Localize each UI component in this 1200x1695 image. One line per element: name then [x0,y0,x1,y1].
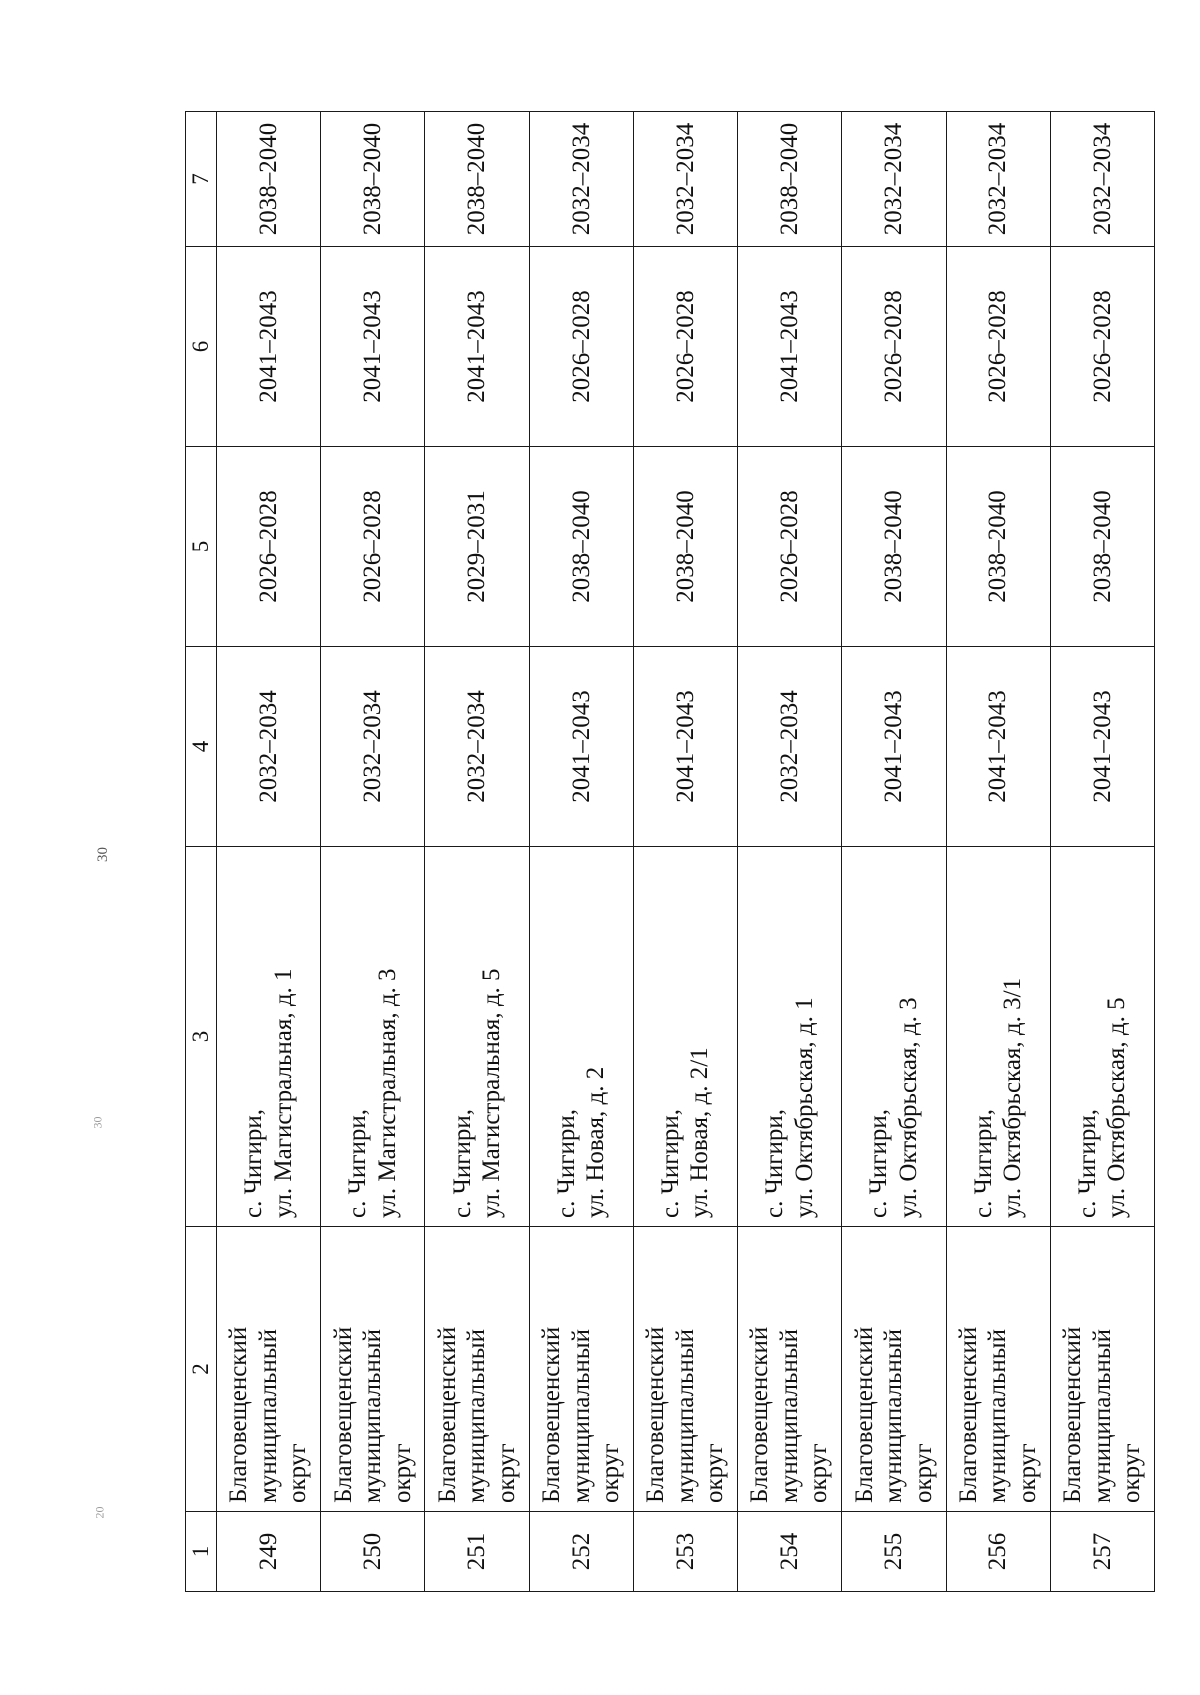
district-line: округ [909,1443,937,1503]
row-number: 250 [321,1512,425,1592]
district-cell [842,1227,946,1512]
period-cell-col5: 2038–2040 [529,447,633,647]
district-cell [425,1227,529,1512]
period-cell-col7: 2032–2034 [842,112,946,247]
table-row [425,112,529,1592]
table-row [946,112,1050,1592]
table-row [321,112,425,1592]
district-cell [946,1227,1050,1512]
period-cell-col7: 2032–2034 [633,112,737,247]
row-number: 257 [1050,1512,1154,1592]
period-cell-col7: 2038–2040 [425,112,529,247]
address-line: с. Чигири, [240,1109,268,1218]
district-line: округ [388,1443,416,1503]
district-line: Благовещенский [850,1326,878,1503]
row-number: 252 [529,1512,633,1592]
period-cell-col6: 2026–2028 [529,247,633,447]
district-line: округ [284,1443,312,1503]
district-line: округ [492,1443,520,1503]
address-cell [321,847,425,1227]
period-cell-col5: 2038–2040 [842,447,946,647]
address-cell [946,847,1050,1227]
district-line: округ [1118,1443,1146,1503]
period-cell-col4: 2041–2043 [1050,647,1154,847]
address-line: ул. Новая, д. 2 [582,1066,610,1218]
period-cell-col7: 2038–2040 [321,112,425,247]
district-line: Благовещенский [1059,1326,1087,1503]
period-cell-col5: 2038–2040 [1050,447,1154,647]
address-line: с. Чигири, [865,1109,893,1218]
rotated-table-wrapper [185,112,1155,1592]
column-number-1: 1 [186,1512,217,1592]
district-cell [321,1227,425,1512]
period-cell-col4: 2041–2043 [946,647,1050,847]
period-cell-col7: 2032–2034 [1050,112,1154,247]
address-line: ул. Новая, д. 2/1 [686,1047,714,1218]
period-cell-col6: 2026–2028 [1050,247,1154,447]
address-line: ул. Магистральная, д. 3 [373,968,401,1218]
district-cell [633,1227,737,1512]
address-line: с. Чигири, [761,1109,789,1218]
district-line: муниципальный [463,1329,491,1503]
row-number: 254 [738,1512,842,1592]
district-cell [738,1227,842,1512]
district-line: муниципальный [359,1329,387,1503]
address-line: с. Чигири, [1073,1109,1101,1218]
table-row [1050,112,1154,1592]
schedule-table [185,111,1155,1592]
row-number: 249 [217,1512,321,1592]
district-line: округ [597,1443,625,1503]
district-line: Благовещенский [642,1326,670,1503]
table-row [529,112,633,1592]
district-cell [1050,1227,1154,1512]
column-number-4: 4 [186,647,217,847]
address-line: с. Чигири, [656,1109,684,1218]
address-line: с. Чигири, [969,1109,997,1218]
address-cell [842,847,946,1227]
district-line: муниципальный [984,1329,1012,1503]
district-cell [529,1227,633,1512]
address-cell [529,847,633,1227]
period-cell-col6: 2041–2043 [321,247,425,447]
address-line: с. Чигири, [448,1109,476,1218]
column-number-row [186,112,217,1592]
district-line: муниципальный [880,1329,908,1503]
address-line: ул. Октябрьская, д. 3 [894,997,922,1218]
address-line: ул. Магистральная, д. 5 [478,968,506,1218]
address-line: с. Чигири, [344,1109,372,1218]
district-line: Благовещенский [538,1326,566,1503]
scan-mark: 30 [90,1116,105,1129]
district-line: Благовещенский [433,1326,461,1503]
period-cell-col4: 2041–2043 [842,647,946,847]
address-line: ул. Октябрьская, д. 5 [1103,997,1131,1218]
address-cell [217,847,321,1227]
district-line: Благовещенский [954,1326,982,1503]
period-cell-col5: 2026–2028 [321,447,425,647]
district-line: Благовещенский [746,1326,774,1503]
period-cell-col6: 2041–2043 [425,247,529,447]
column-number-3: 3 [186,847,217,1227]
district-line: муниципальный [254,1329,282,1503]
period-cell-col6: 2041–2043 [738,247,842,447]
period-cell-col5: 2038–2040 [633,447,737,647]
period-cell-col5: 2029–2031 [425,447,529,647]
address-line: ул. Магистральная, д. 1 [269,968,297,1218]
table-row [738,112,842,1592]
address-cell [1050,847,1154,1227]
column-number-7: 7 [186,112,217,247]
period-cell-col7: 2032–2034 [529,112,633,247]
period-cell-col4: 2032–2034 [321,647,425,847]
period-cell-col5: 2026–2028 [738,447,842,647]
district-line: округ [805,1443,833,1503]
address-line: с. Чигири, [552,1109,580,1218]
district-cell [217,1227,321,1512]
row-number: 253 [633,1512,737,1592]
row-number: 251 [425,1512,529,1592]
district-line: Благовещенский [329,1326,357,1503]
row-number: 256 [946,1512,1050,1592]
district-line: округ [1013,1443,1041,1503]
district-line: Благовещенский [225,1326,253,1503]
period-cell-col4: 2041–2043 [633,647,737,847]
column-number-5: 5 [186,447,217,647]
period-cell-col5: 2026–2028 [217,447,321,647]
row-number: 255 [842,1512,946,1592]
period-cell-col5: 2038–2040 [946,447,1050,647]
column-number-6: 6 [186,247,217,447]
district-line: округ [701,1443,729,1503]
address-line: ул. Октябрьская, д. 3/1 [999,977,1027,1218]
period-cell-col6: 2026–2028 [842,247,946,447]
period-cell-col6: 2041–2043 [217,247,321,447]
table-row [842,112,946,1592]
address-line: ул. Октябрьская, д. 1 [790,997,818,1218]
district-line: муниципальный [1088,1329,1116,1503]
period-cell-col4: 2032–2034 [425,647,529,847]
page-number: 30 [95,847,111,862]
period-cell-col4: 2041–2043 [529,647,633,847]
period-cell-col7: 2032–2034 [946,112,1050,247]
period-cell-col6: 2026–2028 [946,247,1050,447]
district-line: муниципальный [671,1329,699,1503]
period-cell-col4: 2032–2034 [217,647,321,847]
address-cell [633,847,737,1227]
table-row [217,112,321,1592]
address-cell [425,847,529,1227]
period-cell-col6: 2026–2028 [633,247,737,447]
scan-mark: 20 [92,1506,107,1519]
address-cell [738,847,842,1227]
column-number-2: 2 [186,1227,217,1512]
district-line: муниципальный [775,1329,803,1503]
period-cell-col7: 2038–2040 [217,112,321,247]
table-row [633,112,737,1592]
district-line: муниципальный [567,1329,595,1503]
period-cell-col7: 2038–2040 [738,112,842,247]
period-cell-col4: 2032–2034 [738,647,842,847]
